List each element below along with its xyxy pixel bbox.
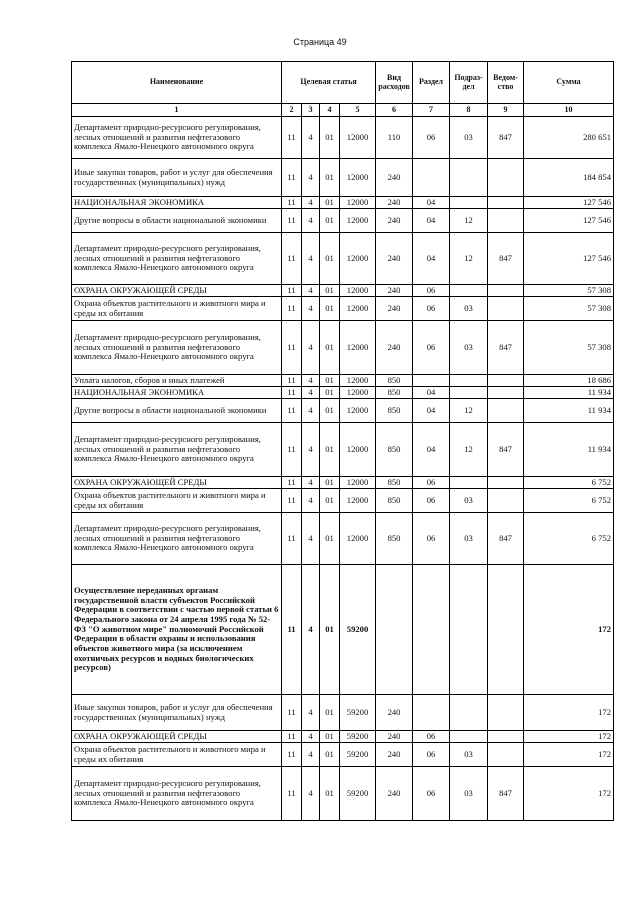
target-part-3: 01 <box>320 489 340 513</box>
table-row <box>72 477 614 489</box>
row-name: Другие вопросы в области национальной экономики <box>72 399 282 423</box>
target-part-2: 4 <box>302 399 320 423</box>
row-name: Другие вопросы в области национальной экономики <box>72 209 282 233</box>
header-razdel: Раздел <box>413 62 450 104</box>
target-part-3: 01 <box>320 423 340 477</box>
vid-cell: 240 <box>376 695 413 731</box>
target-part-2: 4 <box>302 695 320 731</box>
vid-cell: 240 <box>376 159 413 197</box>
vid-cell: 850 <box>376 423 413 477</box>
row-name: ОХРАНА ОКРУЖАЮЩЕЙ СРЕДЫ <box>72 477 282 489</box>
razdel-cell: 06 <box>413 117 450 159</box>
header-vedomstvo: Ведом-ство <box>488 62 524 104</box>
podrazdel-cell: 12 <box>450 209 488 233</box>
col-number: 7 <box>413 104 450 117</box>
target-part-4: 12000 <box>340 399 376 423</box>
summa-cell: 184 854 <box>524 159 614 197</box>
vedomstvo-cell <box>488 565 524 695</box>
podrazdel-cell: 03 <box>450 321 488 375</box>
vedomstvo-cell <box>488 285 524 297</box>
razdel-cell <box>413 159 450 197</box>
podrazdel-cell <box>450 695 488 731</box>
summa-cell: 172 <box>524 743 614 767</box>
target-part-4: 12000 <box>340 297 376 321</box>
podrazdel-cell <box>450 387 488 399</box>
row-name: Охрана объектов растительного и животного мира и среды их обитания <box>72 297 282 321</box>
table-row <box>72 321 614 375</box>
table-row <box>72 117 614 159</box>
podrazdel-cell: 12 <box>450 399 488 423</box>
target-part-3: 01 <box>320 159 340 197</box>
vedomstvo-cell <box>488 489 524 513</box>
target-part-3: 01 <box>320 375 340 387</box>
col-number: 2 <box>282 104 302 117</box>
row-name: Уплата налогов, сборов и иных платежей <box>72 375 282 387</box>
target-part-2: 4 <box>302 117 320 159</box>
target-part-1: 11 <box>282 387 302 399</box>
razdel-cell: 04 <box>413 197 450 209</box>
vedomstvo-cell <box>488 297 524 321</box>
vid-cell <box>376 565 413 695</box>
target-part-2: 4 <box>302 743 320 767</box>
header-name: Наименование <box>72 62 282 104</box>
column-number-row <box>72 104 614 117</box>
row-name: Департамент природно-ресурсного регулирования, лесных отношений и развития нефтегазового комплекса Ямало-Ненецкого автономного округа <box>72 423 282 477</box>
vedomstvo-cell: 847 <box>488 767 524 821</box>
summa-cell: 57 308 <box>524 285 614 297</box>
row-name: Департамент природно-ресурсного регулирования, лесных отношений и развития нефтегазового комплекса Ямало-Ненецкого автономного округа <box>72 321 282 375</box>
target-part-3: 01 <box>320 477 340 489</box>
table-row <box>72 731 614 743</box>
target-part-3: 01 <box>320 117 340 159</box>
target-part-4: 59200 <box>340 767 376 821</box>
podrazdel-cell: 03 <box>450 767 488 821</box>
razdel-cell: 06 <box>413 285 450 297</box>
target-part-1: 11 <box>282 285 302 297</box>
target-part-2: 4 <box>302 375 320 387</box>
razdel-cell: 06 <box>413 731 450 743</box>
target-part-2: 4 <box>302 489 320 513</box>
podrazdel-cell: 03 <box>450 117 488 159</box>
podrazdel-cell <box>450 197 488 209</box>
summa-cell: 172 <box>524 565 614 695</box>
target-part-3: 01 <box>320 731 340 743</box>
target-part-4: 12000 <box>340 477 376 489</box>
target-part-3: 01 <box>320 767 340 821</box>
budget-table <box>71 61 614 821</box>
razdel-cell: 04 <box>413 209 450 233</box>
target-part-2: 4 <box>302 297 320 321</box>
target-part-2: 4 <box>302 159 320 197</box>
row-name: НАЦИОНАЛЬНАЯ ЭКОНОМИКА <box>72 197 282 209</box>
razdel-cell: 04 <box>413 399 450 423</box>
table-row <box>72 565 614 695</box>
col-number: 5 <box>340 104 376 117</box>
row-name: Охрана объектов растительного и животного мира и среды их обитания <box>72 489 282 513</box>
podrazdel-cell <box>450 731 488 743</box>
target-part-1: 11 <box>282 695 302 731</box>
row-name: Департамент природно-ресурсного регулирования, лесных отношений и развития нефтегазового комплекса Ямало-Ненецкого автономного округа <box>72 767 282 821</box>
target-part-1: 11 <box>282 117 302 159</box>
header-podrazdel: Подраз-дел <box>450 62 488 104</box>
vedomstvo-cell <box>488 477 524 489</box>
podrazdel-cell <box>450 375 488 387</box>
vid-cell: 240 <box>376 297 413 321</box>
podrazdel-cell <box>450 159 488 197</box>
row-name: Департамент природно-ресурсного регулирования, лесных отношений и развития нефтегазового комплекса Ямало-Ненецкого автономного округа <box>72 513 282 565</box>
vid-cell: 850 <box>376 375 413 387</box>
target-part-4: 12000 <box>340 321 376 375</box>
razdel-cell: 04 <box>413 233 450 285</box>
podrazdel-cell: 03 <box>450 297 488 321</box>
target-part-4: 12000 <box>340 513 376 565</box>
target-part-2: 4 <box>302 477 320 489</box>
target-part-4: 12000 <box>340 197 376 209</box>
podrazdel-cell: 03 <box>450 513 488 565</box>
vedomstvo-cell <box>488 197 524 209</box>
summa-cell: 280 651 <box>524 117 614 159</box>
col-number: 4 <box>320 104 340 117</box>
target-part-2: 4 <box>302 731 320 743</box>
target-part-2: 4 <box>302 423 320 477</box>
vid-cell: 240 <box>376 743 413 767</box>
target-part-1: 11 <box>282 489 302 513</box>
vid-cell: 240 <box>376 731 413 743</box>
row-name: Иные закупки товаров, работ и услуг для обеспечения государственных (муниципальных) нужд <box>72 159 282 197</box>
vid-cell: 850 <box>376 513 413 565</box>
vid-cell: 110 <box>376 117 413 159</box>
target-part-1: 11 <box>282 375 302 387</box>
vid-cell: 850 <box>376 399 413 423</box>
target-part-1: 11 <box>282 565 302 695</box>
target-part-3: 01 <box>320 197 340 209</box>
target-part-2: 4 <box>302 387 320 399</box>
razdel-cell <box>413 565 450 695</box>
podrazdel-cell <box>450 285 488 297</box>
vedomstvo-cell: 847 <box>488 513 524 565</box>
table-row <box>72 695 614 731</box>
vid-cell: 240 <box>376 197 413 209</box>
summa-cell: 6 752 <box>524 477 614 489</box>
target-part-1: 11 <box>282 159 302 197</box>
target-part-3: 01 <box>320 695 340 731</box>
header-row <box>72 62 614 104</box>
podrazdel-cell: 03 <box>450 489 488 513</box>
summa-cell: 18 686 <box>524 375 614 387</box>
target-part-2: 4 <box>302 513 320 565</box>
summa-cell: 127 546 <box>524 209 614 233</box>
table-row <box>72 375 614 387</box>
summa-cell: 6 752 <box>524 489 614 513</box>
row-name: Иные закупки товаров, работ и услуг для обеспечения государственных (муниципальных) нужд <box>72 695 282 731</box>
vedomstvo-cell <box>488 695 524 731</box>
razdel-cell: 06 <box>413 489 450 513</box>
col-number: 8 <box>450 104 488 117</box>
page-label: Страница 49 <box>293 37 347 47</box>
vid-cell: 850 <box>376 489 413 513</box>
target-part-4: 59200 <box>340 731 376 743</box>
target-part-4: 12000 <box>340 117 376 159</box>
col-number: 9 <box>488 104 524 117</box>
summa-cell: 172 <box>524 731 614 743</box>
target-part-4: 12000 <box>340 159 376 197</box>
target-part-4: 12000 <box>340 375 376 387</box>
target-part-1: 11 <box>282 767 302 821</box>
target-part-3: 01 <box>320 297 340 321</box>
target-part-3: 01 <box>320 513 340 565</box>
target-part-1: 11 <box>282 743 302 767</box>
vid-cell: 240 <box>376 233 413 285</box>
target-part-2: 4 <box>302 233 320 285</box>
razdel-cell: 06 <box>413 297 450 321</box>
summa-cell: 172 <box>524 695 614 731</box>
target-part-1: 11 <box>282 423 302 477</box>
summa-cell: 6 752 <box>524 513 614 565</box>
target-part-3: 01 <box>320 387 340 399</box>
target-part-1: 11 <box>282 477 302 489</box>
table-row <box>72 423 614 477</box>
target-part-1: 11 <box>282 197 302 209</box>
table-row <box>72 489 614 513</box>
razdel-cell <box>413 695 450 731</box>
podrazdel-cell: 03 <box>450 743 488 767</box>
target-part-3: 01 <box>320 209 340 233</box>
row-name: ОХРАНА ОКРУЖАЮЩЕЙ СРЕДЫ <box>72 285 282 297</box>
summa-cell: 11 934 <box>524 399 614 423</box>
table-row <box>72 513 614 565</box>
target-part-2: 4 <box>302 285 320 297</box>
podrazdel-cell <box>450 477 488 489</box>
vedomstvo-cell <box>488 387 524 399</box>
razdel-cell: 06 <box>413 743 450 767</box>
target-part-2: 4 <box>302 321 320 375</box>
podrazdel-cell: 12 <box>450 233 488 285</box>
razdel-cell: 06 <box>413 477 450 489</box>
razdel-cell: 06 <box>413 513 450 565</box>
header-vid: Вид расходов <box>376 62 413 104</box>
row-name: Осуществление переданных органам государственной власти субъектов Российской Федерации в соответствии с частью первой статьи 6 Федерального закона от 24 апреля 1995 года № 52-ФЗ "О животном мире" полномочий Российской Федерации в области охраны и использования объектов животного мира (за исключением охотничьих ресурсов и водных биологических ресурсов) <box>72 565 282 695</box>
vedomstvo-cell <box>488 731 524 743</box>
row-name: Охрана объектов растительного и животного мира и среды их обитания <box>72 743 282 767</box>
target-part-3: 01 <box>320 399 340 423</box>
target-part-4: 59200 <box>340 743 376 767</box>
target-part-2: 4 <box>302 197 320 209</box>
target-part-3: 01 <box>320 565 340 695</box>
vid-cell: 850 <box>376 387 413 399</box>
razdel-cell: 06 <box>413 767 450 821</box>
summa-cell: 57 308 <box>524 321 614 375</box>
col-number: 6 <box>376 104 413 117</box>
vid-cell: 850 <box>376 477 413 489</box>
target-part-4: 12000 <box>340 233 376 285</box>
razdel-cell: 06 <box>413 321 450 375</box>
target-part-3: 01 <box>320 285 340 297</box>
row-name: Департамент природно-ресурсного регулирования, лесных отношений и развития нефтегазового комплекса Ямало-Ненецкого автономного округа <box>72 117 282 159</box>
target-part-1: 11 <box>282 233 302 285</box>
target-part-1: 11 <box>282 513 302 565</box>
row-name: Департамент природно-ресурсного регулирования, лесных отношений и развития нефтегазового комплекса Ямало-Ненецкого автономного округа <box>72 233 282 285</box>
vedomstvo-cell: 847 <box>488 321 524 375</box>
summa-cell: 127 546 <box>524 233 614 285</box>
target-part-4: 12000 <box>340 209 376 233</box>
summa-cell: 57 308 <box>524 297 614 321</box>
target-part-2: 4 <box>302 209 320 233</box>
target-part-3: 01 <box>320 233 340 285</box>
target-part-4: 12000 <box>340 489 376 513</box>
table-row <box>72 387 614 399</box>
row-name: НАЦИОНАЛЬНАЯ ЭКОНОМИКА <box>72 387 282 399</box>
col-number: 3 <box>302 104 320 117</box>
summa-cell: 11 934 <box>524 423 614 477</box>
vid-cell: 240 <box>376 209 413 233</box>
col-number: 1 <box>72 104 282 117</box>
row-name: ОХРАНА ОКРУЖАЮЩЕЙ СРЕДЫ <box>72 731 282 743</box>
table-row <box>72 767 614 821</box>
vedomstvo-cell: 847 <box>488 117 524 159</box>
vedomstvo-cell <box>488 399 524 423</box>
target-part-4: 12000 <box>340 423 376 477</box>
razdel-cell: 04 <box>413 423 450 477</box>
razdel-cell: 04 <box>413 387 450 399</box>
table-row <box>72 743 614 767</box>
vedomstvo-cell <box>488 159 524 197</box>
table-row <box>72 285 614 297</box>
target-part-4: 12000 <box>340 285 376 297</box>
target-part-1: 11 <box>282 297 302 321</box>
vedomstvo-cell <box>488 375 524 387</box>
table-row <box>72 197 614 209</box>
vid-cell: 240 <box>376 767 413 821</box>
vid-cell: 240 <box>376 285 413 297</box>
summa-cell: 172 <box>524 767 614 821</box>
vedomstvo-cell: 847 <box>488 233 524 285</box>
header-summa: Сумма <box>524 62 614 104</box>
podrazdel-cell: 12 <box>450 423 488 477</box>
target-part-1: 11 <box>282 321 302 375</box>
summa-cell: 11 934 <box>524 387 614 399</box>
target-part-1: 11 <box>282 399 302 423</box>
target-part-2: 4 <box>302 565 320 695</box>
vedomstvo-cell: 847 <box>488 423 524 477</box>
target-part-1: 11 <box>282 731 302 743</box>
table-row <box>72 209 614 233</box>
target-part-4: 12000 <box>340 387 376 399</box>
target-part-3: 01 <box>320 743 340 767</box>
target-part-2: 4 <box>302 767 320 821</box>
vid-cell: 240 <box>376 321 413 375</box>
target-part-4: 59200 <box>340 565 376 695</box>
target-part-3: 01 <box>320 321 340 375</box>
table-row <box>72 399 614 423</box>
table-row <box>72 233 614 285</box>
table-row <box>72 297 614 321</box>
vedomstvo-cell <box>488 743 524 767</box>
table-body <box>72 117 614 821</box>
razdel-cell <box>413 375 450 387</box>
vedomstvo-cell <box>488 209 524 233</box>
col-number: 10 <box>524 104 614 117</box>
header-target: Целевая статья <box>282 62 376 104</box>
table-row <box>72 159 614 197</box>
target-part-1: 11 <box>282 209 302 233</box>
summa-cell: 127 546 <box>524 197 614 209</box>
target-part-4: 59200 <box>340 695 376 731</box>
podrazdel-cell <box>450 565 488 695</box>
